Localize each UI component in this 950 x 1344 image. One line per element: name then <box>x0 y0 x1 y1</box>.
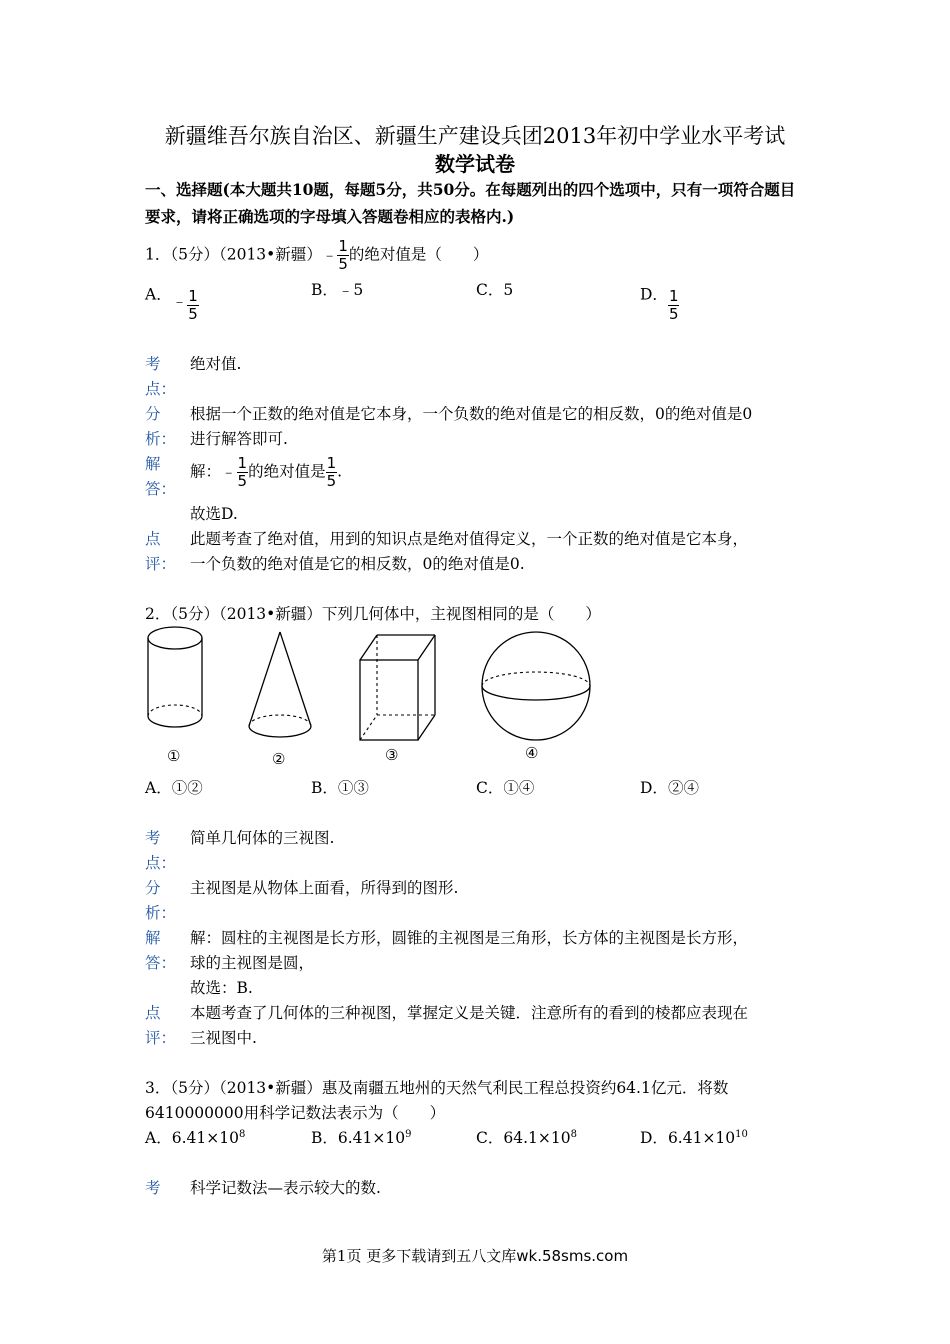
q1-neg-sign: ﹣ <box>321 245 338 264</box>
jieda-neg-sign: ﹣ <box>221 462 237 481</box>
cuboid-figure <box>355 630 440 745</box>
q2-kaodian-label-2: 点： <box>145 854 177 872</box>
q1-prefix: 1．（5分）（2013•新疆） <box>145 245 322 264</box>
q1-suffix: 的绝对值是（ ） <box>348 245 489 264</box>
frac-den: 5 <box>188 305 198 323</box>
option-text: 5 <box>503 281 514 299</box>
option-text: ﹣5 <box>337 281 364 299</box>
q2-dianping-line-1: 本题考查了几何体的三种视图，掌握定义是关键．注意所有的看到的棱都应表现在 <box>190 1004 749 1022</box>
figure-label-3: ③ <box>385 746 399 764</box>
q2-dianping-line-2: 三视图中. <box>190 1029 257 1047</box>
option-exponent: 8 <box>238 1128 246 1140</box>
option-letter: D． <box>640 1129 668 1147</box>
q3-option-c <box>476 1126 577 1148</box>
option-text: ①② <box>171 779 203 797</box>
option-base: 64.1×10 <box>503 1129 571 1147</box>
option-letter: B． <box>311 779 338 797</box>
q2-fenxi-label-1: 分 <box>145 879 161 897</box>
q1-option-a <box>145 278 199 323</box>
q3-kaodian: 科学记数法—表示较大的数. <box>190 1179 381 1197</box>
q2-jieda-choice: 故选：B. <box>190 979 253 997</box>
option-text: ①④ <box>503 779 535 797</box>
q1-jieda <box>190 455 342 490</box>
q1-option-b <box>311 278 363 300</box>
option-base: 6.41×10 <box>171 1129 239 1147</box>
option-text: ②④ <box>667 779 699 797</box>
footer-site-link[interactable]: wk.58sms.com <box>516 1247 629 1265</box>
q1-fenxi-line-1: 根据一个正数的绝对值是它本身，一个负数的绝对值是它的相反数，0的绝对值是0 <box>190 405 753 423</box>
option-letter: C． <box>476 281 504 299</box>
question-1-stem <box>145 238 488 273</box>
q1-fenxi-label-2: 析： <box>145 430 177 448</box>
q1-fenxi-label-1: 分 <box>145 405 161 423</box>
frac-den: 5 <box>668 305 679 323</box>
q3-option-b <box>311 1126 412 1148</box>
q1-fraction <box>337 238 349 273</box>
jieda-prefix: 解： <box>190 462 222 481</box>
jieda-middle: 的绝对值是 <box>248 462 326 481</box>
q2-fenxi: 主视图是从物体上面看，所得到的图形. <box>190 879 459 897</box>
question-3-stem-line-2: 6410000000用科学记数法表示为（ ） <box>145 1104 446 1122</box>
option-fraction <box>187 288 199 323</box>
option-fraction <box>668 288 680 323</box>
frac-den: 5 <box>326 472 337 490</box>
q1-kaodian-label-2: 点： <box>145 380 177 398</box>
option-letter: B． <box>311 281 338 299</box>
q1-dianping-line-2: 一个负数的绝对值是它的相反数，0的绝对值是0. <box>190 555 525 573</box>
option-letter: B． <box>311 1129 338 1147</box>
cylinder-figure <box>140 624 210 744</box>
q3-kaodian-label-1: 考 <box>145 1179 161 1197</box>
page-footer <box>0 1245 950 1266</box>
jieda-end: . <box>337 462 343 481</box>
q2-option-b <box>311 776 369 798</box>
q1-frac-num: 1 <box>338 237 348 255</box>
q2-jieda-label-1: 解 <box>145 929 161 947</box>
figure-label-4: ④ <box>525 744 539 762</box>
option-sign: ﹣ <box>171 291 188 310</box>
q1-dianping-line-1: 此题考查了绝对值，用到的知识点是绝对值得定义，一个正数的绝对值是它本身， <box>190 530 749 548</box>
q2-dianping-label-2: 评： <box>145 1029 177 1047</box>
option-letter: C． <box>476 1129 504 1147</box>
q2-kaodian: 简单几何体的三视图. <box>190 829 335 847</box>
q2-jieda-line-2: 球的主视图是圆， <box>190 954 315 972</box>
q1-jieda-label-2: 答： <box>145 480 177 498</box>
question-2-stem: 2．（5分）（2013•新疆）下列几何体中，主视图相同的是（ ） <box>145 605 601 623</box>
exam-title: 新疆维吾尔族自治区、新疆生产建设兵团2013年初中学业水平考试 <box>164 124 786 148</box>
option-base: 6.41×10 <box>337 1129 406 1147</box>
q2-kaodian-label-1: 考 <box>145 829 161 847</box>
q2-option-a <box>145 776 203 798</box>
option-exponent: 10 <box>735 1128 748 1140</box>
frac-den: 5 <box>237 472 248 490</box>
q1-jieda-label-1: 解 <box>145 455 161 473</box>
option-letter: C． <box>476 779 504 797</box>
q2-jieda-label-2: 答： <box>145 954 177 972</box>
option-text: ①③ <box>337 779 369 797</box>
q2-option-d <box>640 776 699 798</box>
option-exponent: 9 <box>405 1128 412 1140</box>
q3-option-d <box>640 1126 748 1148</box>
question-3-stem-line-1: 3．（5分）（2013•新疆）惠及南疆五地州的天然气利民工程总投资约64.1亿元．将数 <box>145 1079 729 1097</box>
exam-subtitle: 数学试卷 <box>435 152 515 176</box>
option-letter: A． <box>145 1129 172 1147</box>
frac-num: 1 <box>188 287 198 305</box>
q1-kaodian-label-1: 考 <box>145 355 161 373</box>
q1-option-c <box>476 278 513 300</box>
sphere-figure <box>478 628 598 748</box>
q2-dianping-label-1: 点 <box>145 1004 161 1022</box>
option-letter: A． <box>145 285 172 304</box>
q1-jieda-choice: 故选D. <box>190 505 238 523</box>
frac-num: 1 <box>237 454 248 472</box>
jieda-fraction-1 <box>237 455 249 490</box>
jieda-fraction-2 <box>326 455 338 490</box>
q1-option-d <box>640 278 679 323</box>
q2-option-c <box>476 776 534 798</box>
q1-kaodian: 绝对值. <box>190 355 242 373</box>
q1-dianping-label-1: 点 <box>145 530 161 548</box>
q1-frac-den: 5 <box>338 255 348 273</box>
option-letter: D． <box>640 779 668 797</box>
q1-fenxi-line-2: 进行解答即可. <box>190 430 288 448</box>
footer-text: 第1页 更多下载请到五八文库 <box>321 1247 517 1265</box>
frac-num: 1 <box>326 454 337 472</box>
q2-jieda-line-1: 解：圆柱的主视图是长方形，圆锥的主视图是三角形，长方体的主视图是长方形， <box>190 929 749 947</box>
figure-label-1: ① <box>167 747 181 765</box>
q1-dianping-label-2: 评： <box>145 555 177 573</box>
section-heading: 一、选择题(本大题共10题，每题5分，共50分。在每题列出的四个选项中，只有一项符合题目要求，请将正确选项的字母填入答题卷相应的表格内.) <box>145 180 796 226</box>
option-exponent: 8 <box>570 1128 577 1140</box>
frac-num: 1 <box>668 287 679 305</box>
option-base: 6.41×10 <box>667 1129 736 1147</box>
cone-figure <box>243 630 318 750</box>
option-letter: A． <box>145 779 172 797</box>
q2-fenxi-label-2: 析： <box>145 904 177 922</box>
option-letter: D． <box>640 285 668 304</box>
figure-label-2: ② <box>272 750 286 768</box>
q3-option-a <box>145 1126 245 1148</box>
